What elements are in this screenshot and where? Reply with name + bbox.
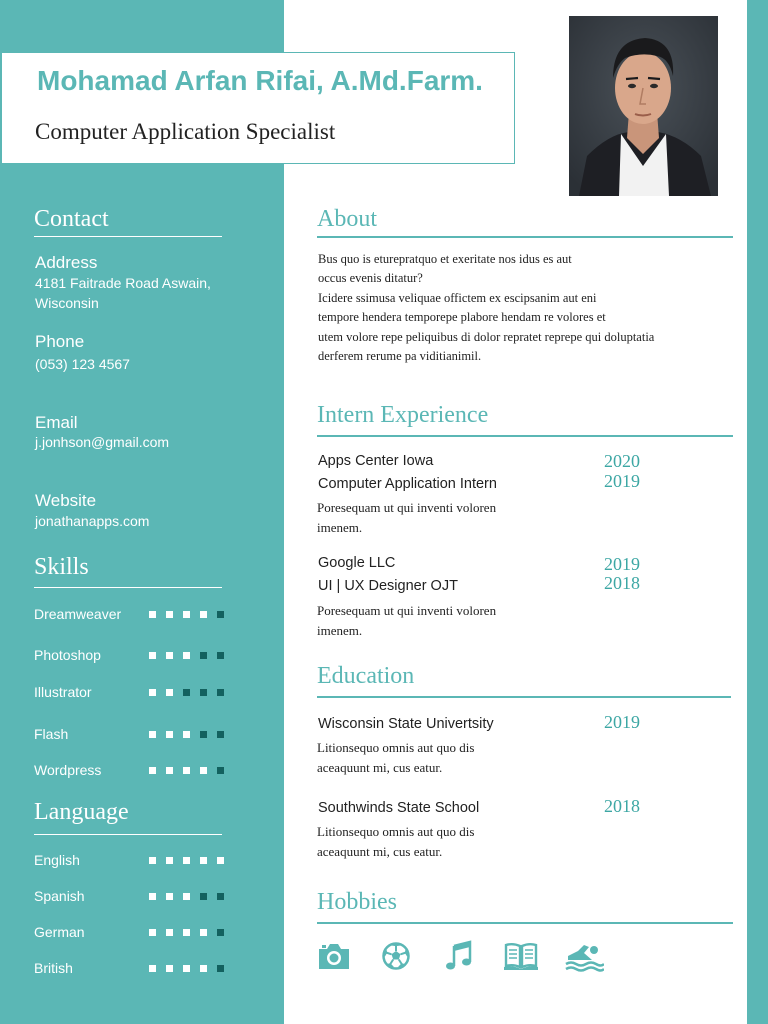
intern-company: Apps Center Iowa [318,453,434,469]
intern-desc: Poresequam ut qui inventi voloren [317,500,497,515]
website-label: Website [35,491,97,510]
rating-square [166,689,173,696]
education-year: 2019 [604,712,640,732]
hobbies-heading: Hobbies [317,889,397,915]
profile-photo [569,16,718,196]
rating-square [166,731,173,738]
rating-square [217,929,224,936]
phone-label: Phone [35,332,85,351]
intern-role: Computer Application Intern [318,476,497,492]
right-accent-strip [747,0,768,1024]
contact-divider [34,236,222,237]
job-title: Computer Application Specialist [35,119,336,144]
rating-square [217,611,224,618]
rating-square [200,857,207,864]
rating-square [200,767,207,774]
soccer-ball-icon [379,940,415,972]
education-desc: Litionsequo omnis aut quo dis [317,824,475,839]
education-school: Wisconsin State Univertsity [318,716,494,732]
about-line: utem volore repe peliquibus di dolor repratet reprepe qui doluptatia [318,329,655,344]
address-line1: 4181 Faitrade Road Aswain, [35,275,211,291]
rating-square [183,893,190,900]
rating-square [166,652,173,659]
phone-value: (053) 123 4567 [35,356,130,372]
rating-square [183,611,190,618]
education-divider [317,696,731,698]
skill-name: Flash [34,726,69,742]
rating-square [217,731,224,738]
intern-role: UI | UX Designer OJT [318,578,458,594]
language-divider [34,834,222,835]
about-heading: About [317,206,377,232]
language-name: German [34,924,85,940]
intern-year-end: 2020 [604,451,640,471]
education-school: Southwinds State School [318,800,480,816]
rating-square [149,731,156,738]
about-line: derferem rerume pa viditianimil. [318,349,482,364]
rating-square [217,893,224,900]
website-value[interactable]: jonathanapps.com [35,513,150,529]
person-name: Mohamad Arfan Rifai, A.Md.Farm. [37,65,483,96]
rating-square [166,767,173,774]
rating-square [200,929,207,936]
rating-square [183,857,190,864]
skill-name: Dreamweaver [34,606,122,622]
hobbies-divider [317,922,733,924]
rating-square [217,689,224,696]
rating-square [217,965,224,972]
education-desc: aceaquunt mi, cus eatur. [317,760,443,775]
intern-company: Google LLC [318,555,396,571]
about-text [318,250,728,366]
contact-heading: Contact [34,206,109,232]
rating-square [200,731,207,738]
language-name: Spanish [34,888,85,904]
email-label: Email [35,413,78,432]
address-line2: Wisconsin [35,295,99,311]
language-name: British [34,960,73,976]
rating-square [200,893,207,900]
intern-heading: Intern Experience [317,402,489,428]
skill-row [34,726,226,744]
rating-square [149,929,156,936]
intern-year-start: 2018 [604,573,640,593]
rating-square [149,689,156,696]
rating-square [166,611,173,618]
rating-square [183,652,190,659]
address-label: Address [35,253,98,272]
rating-square [183,689,190,696]
book-icon [503,940,539,972]
about-divider [317,236,733,238]
rating-square [166,857,173,864]
rating-square [217,767,224,774]
camera-icon [316,940,352,972]
rating-square [183,767,190,774]
language-heading: Language [34,799,129,825]
rating-square [200,611,207,618]
rating-square [200,689,207,696]
intern-year-end: 2019 [604,554,640,574]
rating-square [149,893,156,900]
language-row [34,852,226,870]
rating-square [149,965,156,972]
rating-square [149,767,156,774]
intern-desc: imenem. [317,623,363,638]
skill-row [34,762,226,780]
language-name: English [34,852,80,868]
rating-square [183,929,190,936]
skill-row [34,606,226,624]
intern-divider [317,435,733,437]
education-desc: aceaquunt mi, cus eatur. [317,844,443,859]
rating-square [166,929,173,936]
skills-divider [34,587,222,588]
rating-square [166,965,173,972]
about-line: Bus quo is eturepratquo et exeritate nos idus es aut [318,252,572,266]
about-line: tempore hendera temporepe plabore hendam re volores et [318,310,606,325]
skill-name: Wordpress [34,762,102,778]
language-row [34,960,226,978]
about-line: occus evenis ditatur? [318,271,423,286]
intern-desc: imenem. [317,520,363,535]
education-year: 2018 [604,796,640,816]
skill-row [34,684,226,702]
rating-square [217,857,224,864]
music-note-icon [443,940,479,972]
skill-row [34,647,226,665]
rating-square [200,652,207,659]
education-desc: Litionsequo omnis aut quo dis [317,740,475,755]
education-heading: Education [317,663,415,689]
language-row [34,924,226,942]
header-name-box [1,52,515,164]
rating-square [149,652,156,659]
swimming-icon [564,940,600,972]
intern-year-start: 2019 [604,471,640,491]
rating-square [149,611,156,618]
intern-desc: Poresequam ut qui inventi voloren [317,603,497,618]
about-line: Icidere ssimusa veliquae offictem ex escipsanim aut eni [318,290,597,305]
language-row [34,888,226,906]
skills-heading: Skills [34,554,89,580]
rating-square [183,731,190,738]
skill-name: Illustrator [34,684,92,700]
skill-name: Photoshop [34,647,101,663]
rating-square [166,893,173,900]
rating-square [200,965,207,972]
rating-square [217,652,224,659]
email-value[interactable]: j.jonhson@gmail.com [35,434,170,450]
rating-square [183,965,190,972]
rating-square [149,857,156,864]
